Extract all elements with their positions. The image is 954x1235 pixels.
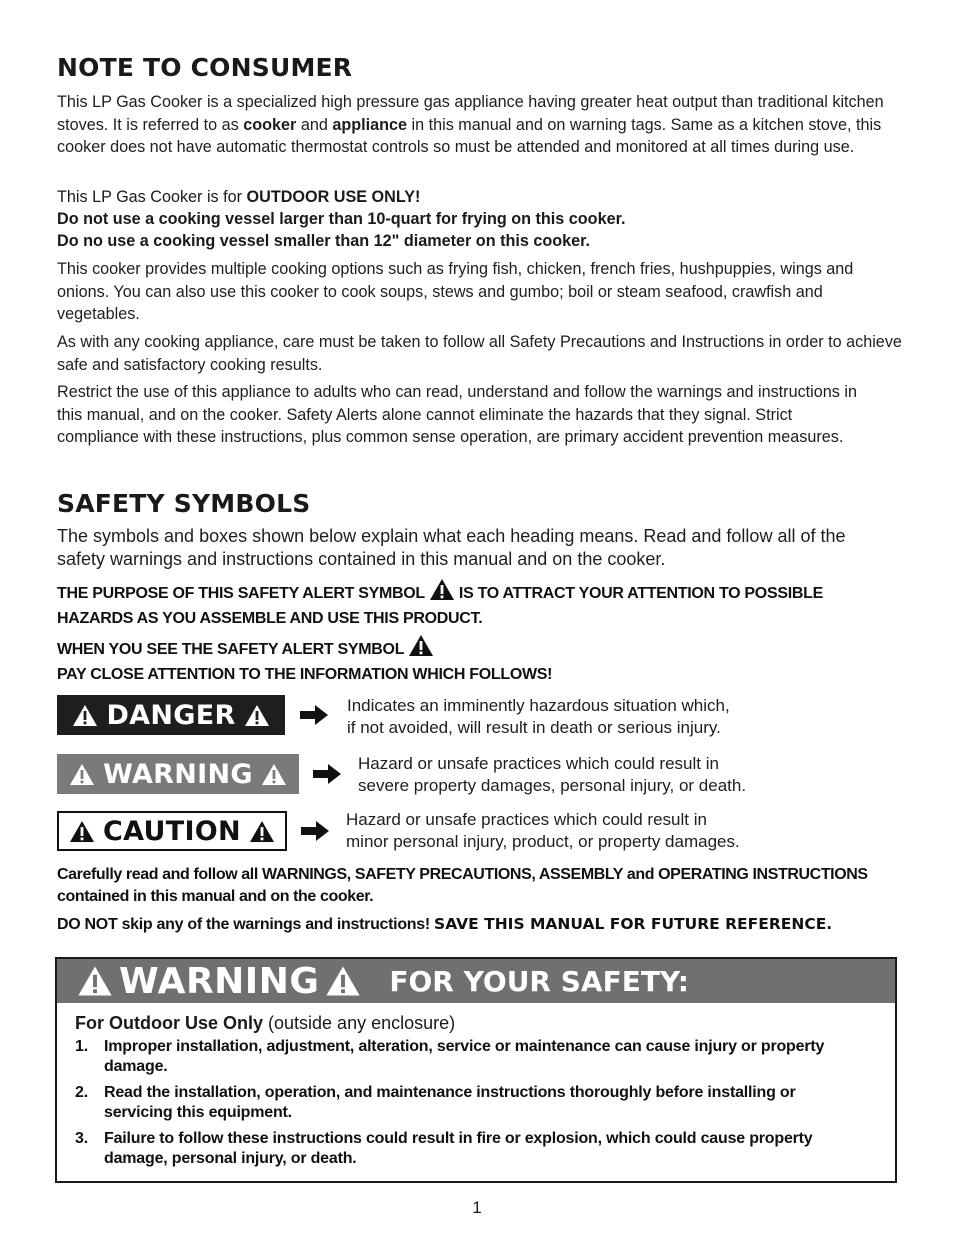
note-paragraph-4: As with any cooking appliance, care must be taken to follow all Safety Precautions and Instructions in order to achieve safe and satisfactory cooking results.: [57, 333, 902, 374]
warning-label-box: [57, 754, 299, 794]
safety-list: [75, 1037, 877, 1169]
note-heading: NOTE TO CONSUMER: [57, 53, 353, 82]
alert-triangle-icon: [72, 704, 98, 727]
safety-intro: The symbols and boxes shown below explain what each heading means. Read and follow all of the safety warnings and instructions contained in this manual and on the cooker.: [57, 526, 846, 569]
note-paragraph-2: [57, 186, 902, 252]
outdoor-use-line: [75, 1011, 877, 1035]
list-item-number: 2.: [75, 1084, 88, 1101]
purpose-statement: [57, 578, 887, 631]
danger-text-2: if not avoided, will result in death or serious injury.: [347, 718, 721, 737]
note-paragraph-3: This cooker provides multiple cooking options such as frying fish, chicken, french fries, hushpuppies, wings and onions. You can also use this cooker to cook soups, stews and gumbo; boil or steam seafood, crawfish and vegetables.: [57, 260, 854, 323]
note-paragraph-1: [57, 91, 902, 159]
warning-word: WARNING: [119, 960, 320, 1002]
safety-warning-body: [57, 1003, 895, 1169]
warning-description: [358, 753, 746, 797]
right-arrow-icon: [312, 763, 342, 785]
warning-text-2: severe property damages, personal injury, or death.: [358, 776, 747, 795]
list-item-text: Failure to follow these instructions could result in fire or explosion, which could cause property damage, personal injury, or death.: [104, 1130, 813, 1167]
caution-row: [57, 811, 899, 855]
when-statement: [57, 634, 887, 687]
safety-heading: SAFETY SYMBOLS: [57, 489, 311, 518]
alert-triangle-icon: [69, 763, 95, 786]
list-item-number: 1.: [75, 1038, 88, 1055]
outdoor-line: [57, 186, 902, 208]
list-item-text: Improper installation, adjustment, alteration, service or maintenance can cause injury or property damage.: [104, 1038, 825, 1075]
skip-text: DO NOT skip any of the warnings and instructions!: [57, 916, 435, 933]
list-item-number: 3.: [75, 1130, 88, 1147]
save-manual-text: SAVE THIS MANUAL FOR FUTURE REFERENCE.: [434, 915, 833, 933]
danger-description: [347, 695, 730, 739]
page-number: 1: [472, 1198, 482, 1217]
read-instructions-note: Carefully read and follow all WARNINGS, SAFETY PRECAUTIONS, ASSEMBLY and OPERATING INSTRUCTIONS contained in this manual and on the cooker.: [57, 866, 868, 905]
list-item: [75, 1083, 864, 1123]
alert-triangle-icon: [429, 578, 455, 601]
danger-label-box: [57, 695, 285, 735]
right-arrow-icon: [299, 704, 329, 726]
purpose-text-b: IS TO ATTRACT YOUR ATTENTION TO POSSIBLE HAZARDS AS YOU ASSEMBLE AND USE THIS PRODUCT.: [57, 585, 823, 627]
warning-label: WARNING: [103, 758, 253, 790]
term-appliance: appliance: [332, 115, 408, 134]
caution-description: [346, 809, 740, 853]
list-item: [75, 1129, 834, 1169]
alert-triangle-icon: [325, 965, 361, 997]
alert-triangle-icon: [261, 763, 287, 786]
caution-label: CAUTION: [103, 815, 241, 847]
note-paragraph-5: Restrict the use of this appliance to adults who can read, understand and follow the warnings and instructions in this manual, and on the cooker. Safety Alerts alone cannot eliminate the hazards that they signal. Strict compliance with these instructions, plus common sense operation, are primary accident prevention measures.: [57, 383, 857, 446]
outdoor-use-qualifier: (outside any enclosure): [263, 1013, 456, 1033]
vessel-max-line: Do not use a cooking vessel larger than 10-quart for frying on this cooker.: [57, 210, 626, 228]
alert-triangle-icon: [77, 965, 113, 997]
caution-label-box: [57, 811, 287, 851]
danger-text-1: Indicates an imminently hazardous situation which,: [347, 696, 730, 715]
note-p1-text-a: This LP Gas Cooker is a specialized high pressure gas appliance having greater heat output than traditional kitchen stoves. It is referred to as: [57, 93, 884, 134]
safety-warning-header: [57, 959, 895, 1003]
vessel-min-line: Do no use a cooking vessel smaller than 12" diameter on this cooker.: [57, 232, 591, 250]
warning-row: [57, 754, 899, 798]
purpose-text-a: THE PURPOSE OF THIS SAFETY ALERT SYMBOL: [57, 585, 425, 602]
caution-text-2: minor personal injury, product, or property damages.: [346, 832, 740, 851]
outdoor-use-label: For Outdoor Use Only: [75, 1013, 264, 1033]
safety-warning-box: [55, 957, 897, 1183]
right-arrow-icon: [300, 820, 330, 842]
skip-warning-note: [57, 913, 902, 936]
alert-triangle-icon: [249, 820, 275, 843]
when-text-a: WHEN YOU SEE THE SAFETY ALERT SYMBOL: [57, 641, 404, 658]
danger-row: [57, 695, 899, 739]
alert-triangle-icon: [408, 634, 434, 657]
for-your-safety-title: FOR YOUR SAFETY:: [389, 964, 689, 998]
list-item: [75, 1037, 839, 1077]
list-item-text: Read the installation, operation, and maintenance instructions thoroughly before installing or servicing this equipment.: [104, 1084, 796, 1121]
note-p1-text-c: and: [296, 115, 333, 134]
caution-text-1: Hazard or unsafe practices which could result in: [346, 810, 707, 829]
outdoor-line-text: This LP Gas Cooker is for: [57, 188, 247, 206]
alert-triangle-icon: [69, 820, 95, 843]
alert-triangle-icon: [244, 704, 270, 727]
outdoor-use-only: OUTDOOR USE ONLY!: [246, 188, 421, 206]
term-cooker: cooker: [243, 115, 297, 134]
warning-text-1: Hazard or unsafe practices which could result in: [358, 754, 719, 773]
danger-label: DANGER: [106, 699, 236, 731]
note-p1-text-d: in this manual and on warning tags. Same as a kitchen stove, this cooker does not have automatic thermostat controls so must be attended and monitored at all times during use.: [57, 115, 882, 156]
when-text-b: PAY CLOSE ATTENTION TO THE INFORMATION WHICH FOLLOWS!: [57, 666, 553, 683]
